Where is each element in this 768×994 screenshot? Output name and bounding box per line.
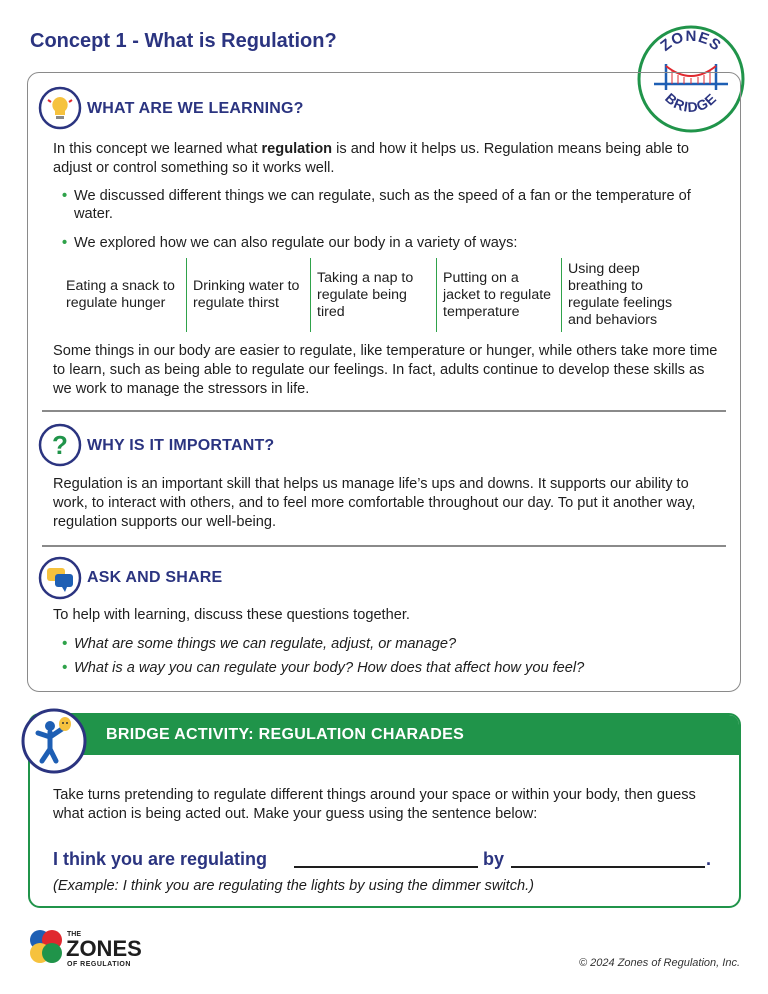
ask-title: ASK AND SHARE [87, 569, 223, 586]
blank-line-2[interactable] [511, 866, 705, 868]
example-text: (Example: I think you are regulating the lights by using the dimmer switch.) [53, 878, 535, 894]
guess-end: . [706, 849, 712, 869]
svg-text:?: ? [52, 430, 68, 460]
ask-question-1: • What are some things we can regulate, adjust, or manage? [62, 636, 457, 652]
way-item: Eating a snack to regulate hunger [66, 278, 175, 311]
badge-bottom-text: BRIDGE [662, 89, 720, 116]
learning-bullet-2: • We explored how we can also regulate our body in a variety of ways: [62, 235, 518, 251]
way-item: Putting on a jacket to regulate temperature [436, 258, 561, 332]
activity-body: Take turns pretending to regulate different things around your space or within your body, then guess what action is being acted out. Make your guess using the sentence below: [53, 787, 696, 822]
learning-title: WHAT ARE WE LEARNING? [87, 100, 304, 117]
guess-mid: by [483, 849, 505, 869]
logo-sub: OF REGULATION [67, 961, 131, 968]
lightbulb-icon [38, 86, 82, 130]
actor-icon [20, 707, 88, 775]
way-item: Using deep breathing to regulate feelings and behaviors [561, 258, 700, 332]
section-divider [42, 410, 726, 412]
logo-big: ZONES [66, 936, 142, 961]
copyright: © 2024 Zones of Regulation, Inc. [579, 957, 740, 969]
question-icon [38, 423, 82, 467]
ask-question-2: • What is a way you can regulate your body? How does that affect how you feel? [62, 660, 585, 676]
section-divider [42, 545, 726, 547]
logo-small: THE [67, 931, 81, 938]
learning-bullet-1: • We discussed different things we can regulate, such as the speed of a fan or the temperature of water. [62, 188, 691, 222]
learning-closing: Some things in our body are easier to regulate, like temperature or hunger, while others take more time to learn, such as being able to regulate our feelings. In fact, adults continue to develop these skills as we work to manage the stressors in life. [53, 343, 718, 397]
learning-intro: In this concept we learned what regulation is and how it helps us. Regulation means being able to adjust or control something so it works well. [53, 141, 690, 176]
way-item: Drinking water to regulate thirst [186, 258, 310, 332]
blank-line-1[interactable] [294, 866, 478, 868]
important-title: WHY IS IT IMPORTANT? [87, 437, 275, 454]
badge-top-text: ZONES [657, 27, 725, 55]
ask-intro: To help with learning, discuss these questions together. [53, 607, 410, 623]
page-title: Concept 1 - What is Regulation? [30, 30, 337, 52]
regulation-ways [60, 258, 700, 332]
important-body: Regulation is an important skill that helps us manage life’s ups and downs. It supports our ability to work, to interact with others, and to feel more comfortable throughout our day. To put it another way, regulation supports our well-being. [53, 476, 696, 530]
zones-of-regulation-logo [26, 926, 166, 970]
chat-bubbles-icon [38, 556, 82, 600]
guess-start: I think you are regulating [53, 849, 268, 869]
way-item: Taking a nap to regulate being tired [310, 258, 436, 332]
activity-title: BRIDGE ACTIVITY: REGULATION CHARADES [106, 726, 465, 743]
